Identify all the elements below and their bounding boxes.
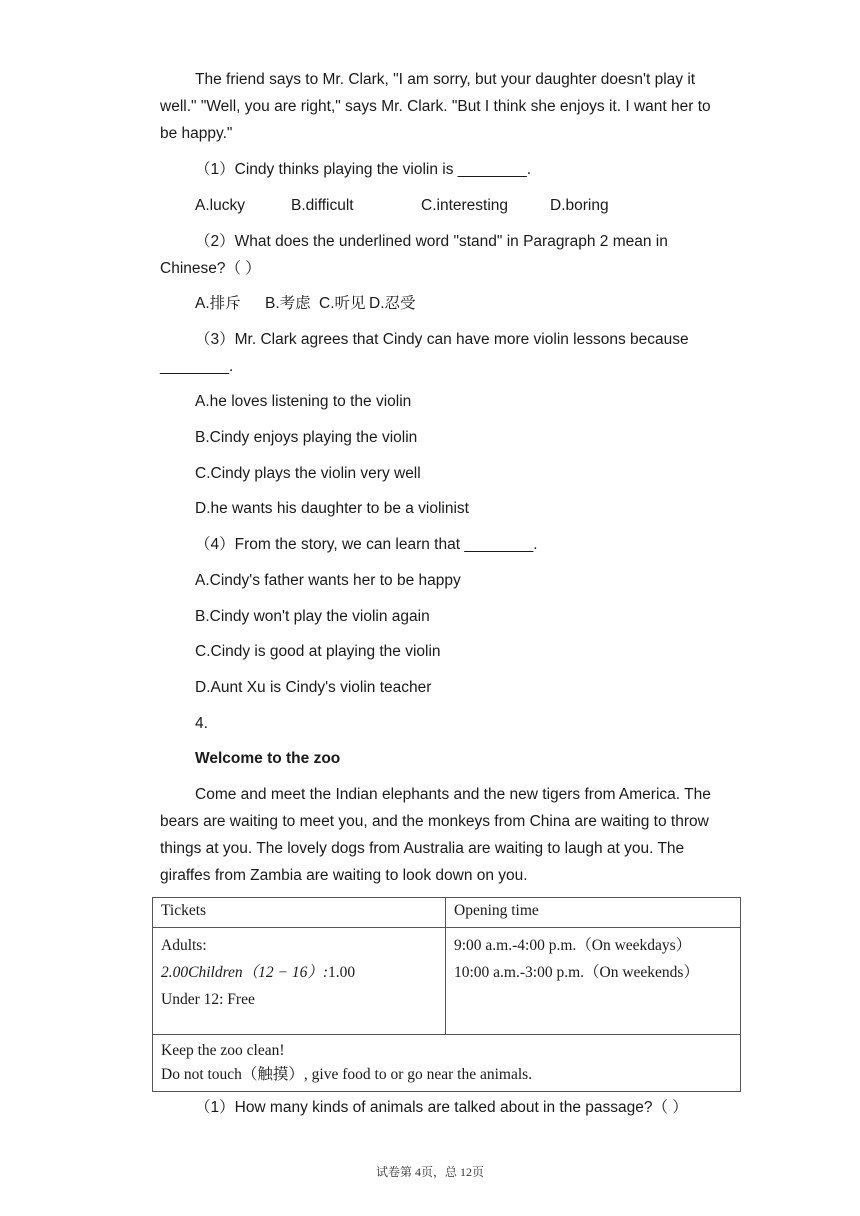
- q1-option-a[interactable]: A.lucky: [195, 197, 245, 214]
- q4-option-a[interactable]: A.Cindy's father wants her to be happy: [195, 572, 461, 589]
- q3-option-c[interactable]: C.Cindy plays the violin very well: [195, 465, 421, 482]
- question-3-stem-line-2: ________.: [160, 358, 234, 375]
- q3-option-b[interactable]: B.Cindy enjoys playing the violin: [195, 429, 418, 446]
- passage-question-1-stem: （1）How many kinds of animals are talked about in the passage?（ ）: [195, 1099, 688, 1116]
- q4-option-c[interactable]: C.Cindy is good at playing the violin: [195, 643, 441, 660]
- intro-line-3: be happy.": [160, 125, 233, 142]
- opening-cell: [446, 928, 741, 1035]
- tickets-children-price: 1.00: [328, 964, 356, 981]
- passage-line-2: bears are waiting to meet you, and the monkeys from China are waiting to throw: [160, 813, 709, 830]
- question-4-stem: （4）From the story, we can learn that ________.: [195, 536, 538, 553]
- q4-option-b[interactable]: B.Cindy won't play the violin again: [195, 608, 430, 625]
- section-number: 4.: [195, 715, 208, 732]
- passage-line-3: things at you. The lovely dogs from Australia are waiting to laugh at you. The: [160, 840, 685, 857]
- q1-option-b[interactable]: B.difficult: [291, 197, 354, 214]
- page-footer: 试卷第 4页，总 12页: [375, 1165, 484, 1179]
- passage-title: Welcome to the zoo: [195, 750, 341, 767]
- passage-line-1: Come and meet the Indian elephants and the new tigers from America. The: [195, 786, 711, 803]
- zoo-info-table: [152, 897, 741, 1092]
- q2-option-a[interactable]: A.排斥: [195, 295, 241, 312]
- question-1-stem: （1）Cindy thinks playing the violin is ________.: [195, 161, 532, 178]
- intro-line-2: well." "Well, you are right," says Mr. Clark. "But I think she enjoys it. I want her to: [160, 98, 711, 115]
- q1-option-c[interactable]: C.interesting: [421, 197, 509, 214]
- notice-line-1: Keep the zoo clean!: [161, 1042, 285, 1059]
- q3-option-d[interactable]: D.he wants his daughter to be a violinist: [195, 500, 469, 517]
- tickets-adults: Adults:: [161, 937, 207, 954]
- table-header-tickets: Tickets: [153, 898, 446, 928]
- question-2-stem-line-2: Chinese?（ ）: [160, 260, 261, 277]
- q3-option-a[interactable]: A.he loves listening to the violin: [195, 393, 412, 410]
- tickets-under-12: Under 12: Free: [161, 991, 255, 1008]
- table-header-opening: Opening time: [446, 898, 741, 928]
- notice-line-2: Do not touch（触摸）, give food to or go near the animals.: [161, 1066, 533, 1083]
- opening-weekdays: 9:00 a.m.-4:00 p.m.（On weekdays）: [454, 937, 692, 954]
- notice-cell: [153, 1035, 741, 1092]
- passage-line-4: giraffes from Zambia are waiting to look down on you.: [160, 867, 528, 884]
- intro-line-1: The friend says to Mr. Clark, "I am sorry, but your daughter doesn't play it: [195, 71, 696, 88]
- tickets-children-math: 2.00Children（12 − 16）:: [161, 964, 329, 981]
- q2-option-b[interactable]: B.考虑: [265, 295, 311, 312]
- q4-option-d[interactable]: D.Aunt Xu is Cindy's violin teacher: [195, 679, 432, 696]
- opening-weekends: 10:00 a.m.-3:00 p.m.（On weekends）: [454, 964, 699, 981]
- q1-option-d[interactable]: D.boring: [550, 197, 609, 214]
- q2-option-c[interactable]: C.听见: [319, 295, 366, 312]
- tickets-cell: [153, 928, 446, 1035]
- tickets-children: [161, 959, 437, 986]
- question-2-stem-line-1: （2）What does the underlined word "stand" in Paragraph 2 mean in: [195, 233, 668, 250]
- question-3-stem-line-1: （3）Mr. Clark agrees that Cindy can have more violin lessons because: [195, 331, 689, 348]
- q2-option-d[interactable]: D.忍受: [369, 295, 416, 312]
